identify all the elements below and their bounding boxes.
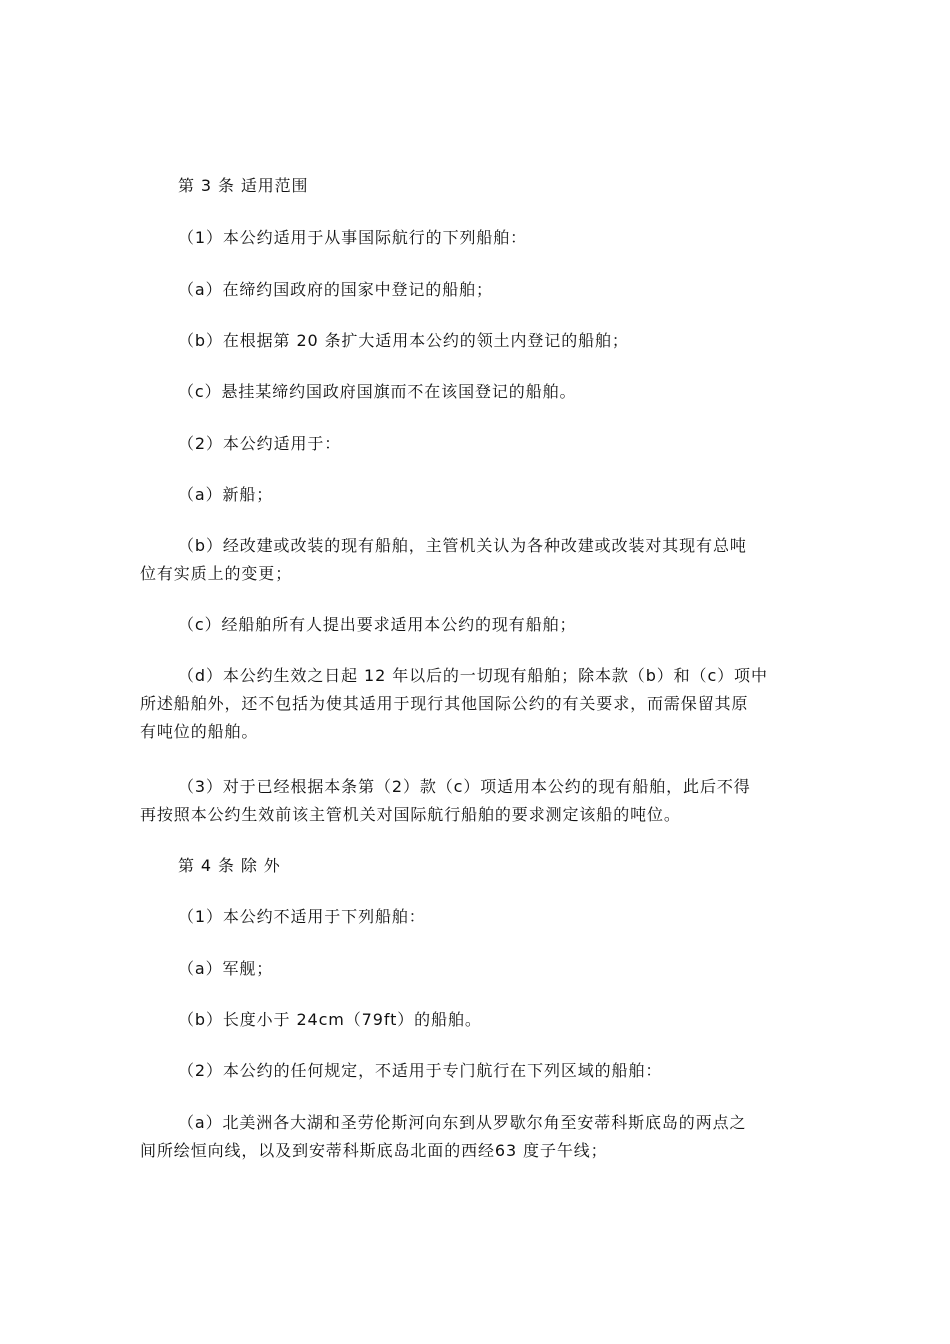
article-3-clause-3-line-1: （3）对于已经根据本条第（2）款（c）项适用本公约的现有船舶，此后不得 bbox=[178, 777, 751, 796]
article-3-clause-1a: （a）在缔约国政府的国家中登记的船舶； bbox=[178, 280, 493, 299]
article-4-clause-1: （1）本公约不适用于下列船舶： bbox=[178, 907, 426, 926]
article-3-heading: 第 3 条 适用范围 bbox=[178, 176, 309, 195]
article-3-clause-1b: （b）在根据第 20 条扩大适用本公约的领土内登记的船舶； bbox=[178, 331, 629, 350]
article-3-clause-1: （1）本公约适用于从事国际航行的下列船舶： bbox=[178, 228, 528, 247]
article-4-clause-2: （2）本公约的任何规定，不适用于专门航行在下列区域的船舶： bbox=[178, 1061, 663, 1080]
article-3-clause-2b-line-2: 位有实质上的变更； bbox=[140, 564, 293, 583]
article-3-clause-2c: （c）经船舶所有人提出要求适用本公约的现有船舶； bbox=[178, 615, 577, 634]
article-4-clause-2a-line-2: 间所绘恒向线，以及到安蒂科斯底岛北面的西经63 度子午线； bbox=[140, 1141, 608, 1160]
article-3-clause-3-line-2: 再按照本公约生效前该主管机关对国际航行船舶的要求测定该船的吨位。 bbox=[140, 805, 681, 824]
article-4-clause-2a-line-1: （a）北美洲各大湖和圣劳伦斯河向东到从罗歇尔角至安蒂科斯底岛的两点之 bbox=[178, 1113, 747, 1132]
article-3-clause-2b-line-1: （b）经改建或改装的现有船舶，主管机关认为各种改建或改装对其现有总吨 bbox=[178, 536, 747, 555]
article-3-clause-2: （2）本公约适用于： bbox=[178, 434, 342, 453]
article-4-heading: 第 4 条 除 外 bbox=[178, 856, 281, 875]
article-3-clause-2d-line-2: 所述船舶外，还不包括为使其适用于现行其他国际公约的有关要求，而需保留其原 bbox=[140, 694, 749, 713]
article-4-clause-1b: （b）长度小于 24cm（79ft）的船舶。 bbox=[178, 1010, 482, 1029]
article-3-clause-2d-line-3: 有吨位的船舶。 bbox=[140, 722, 259, 741]
article-3-clause-2a: （a）新船； bbox=[178, 485, 274, 504]
article-4-clause-1a: （a）军舰； bbox=[178, 959, 274, 978]
article-3-clause-1c: （c）悬挂某缔约国政府国旗而不在该国登记的船舶。 bbox=[178, 382, 577, 401]
article-3-clause-2d-line-1: （d）本公约生效之日起 12 年以后的一切现有船舶；除本款（b）和（c）项中 bbox=[178, 666, 768, 685]
